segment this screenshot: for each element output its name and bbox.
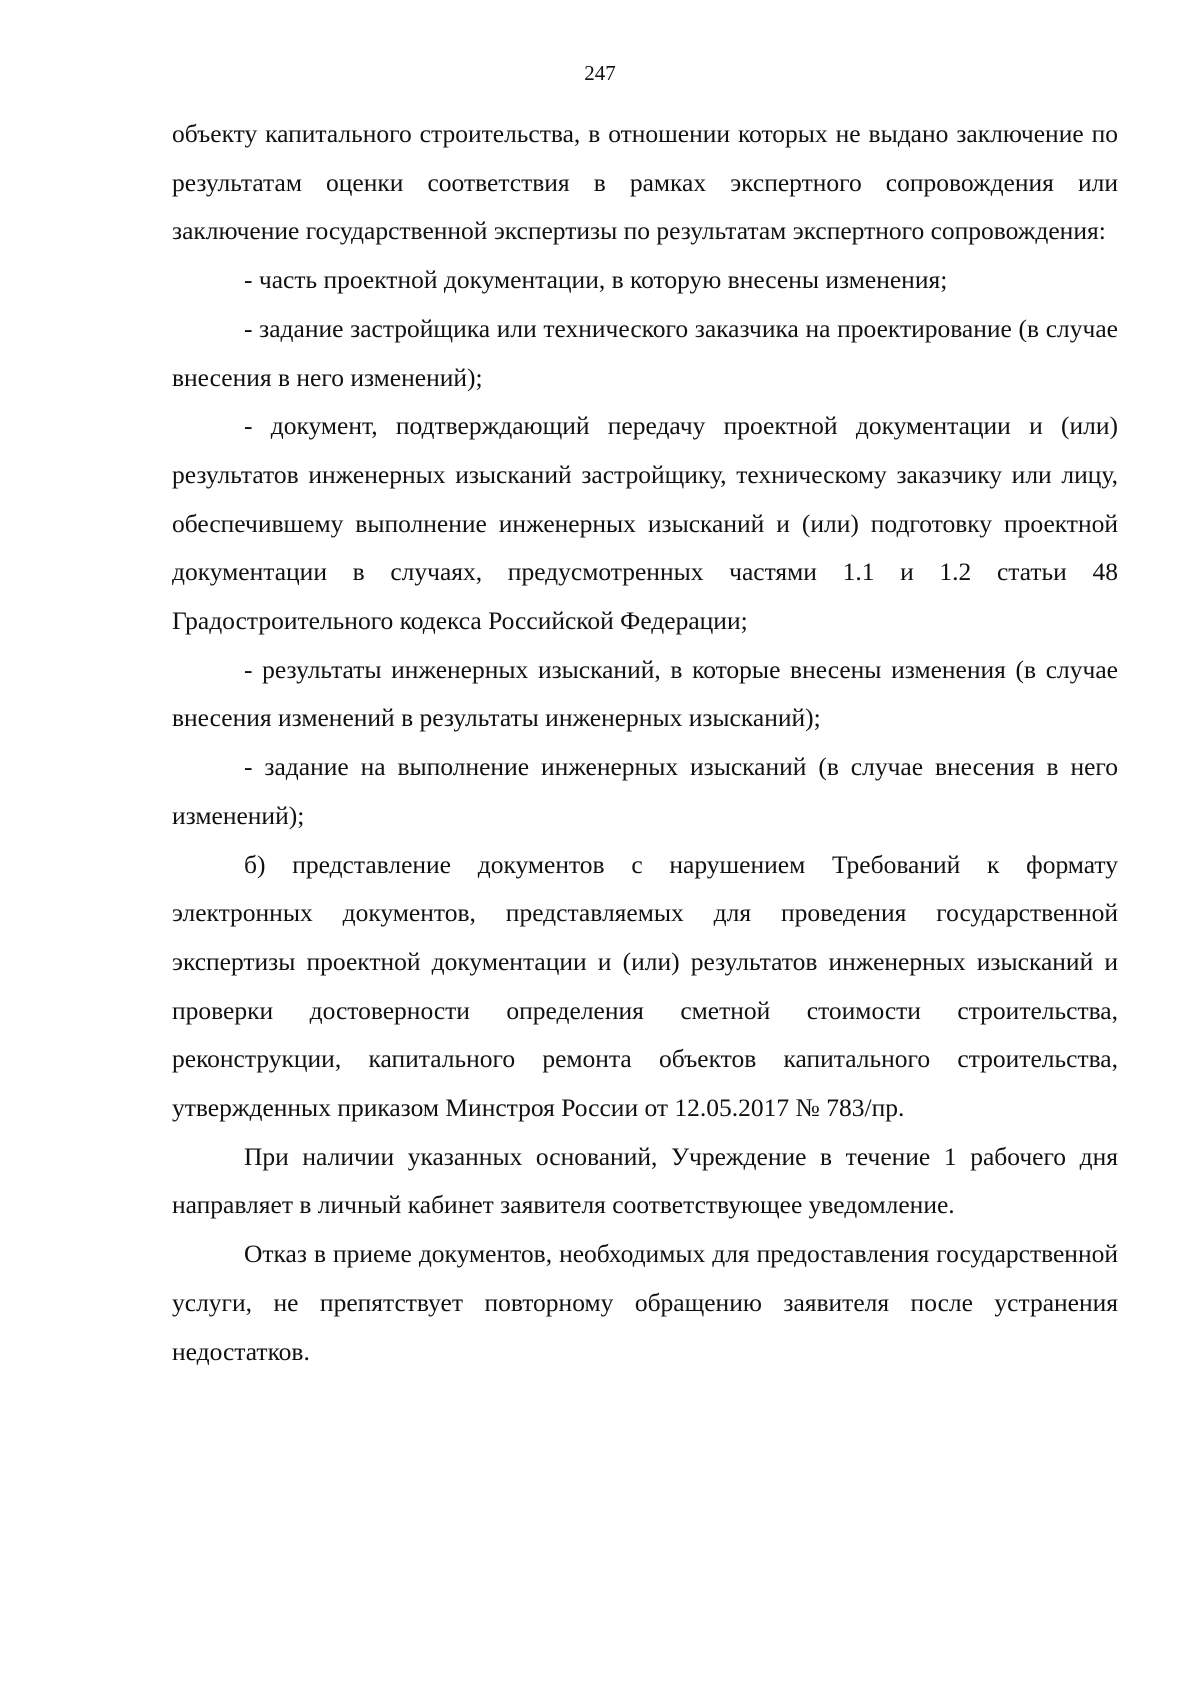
paragraph-list-item-design-assignment: - задание застройщика или технического заказчика на проектирование (в случае внесения в него изменений);: [172, 313, 1118, 392]
paragraph-list-item-survey-results: - результаты инженерных изысканий, в которые внесены изменения (в случае внесения изменений в результаты инженерных изысканий);: [172, 654, 1118, 733]
paragraph-list-item-survey-assignment: - задание на выполнение инженерных изысканий (в случае внесения в него изменений);: [172, 752, 1118, 830]
document-body: [172, 110, 1118, 1376]
paragraph-notification: При наличии указанных оснований, Учреждение в течение 1 рабочего дня направляет в личный кабинет заявителя соответствующее уведомление.: [172, 1141, 1118, 1220]
paragraph-continuation: объекту капитального строительства, в отношении которых не выдано заключение по результатам оценки соответствия в рамках экспертного сопровождения или заключение государственной экспертизы по результатам экспертного сопровождения:: [172, 119, 1118, 246]
paragraph-item-b-format-violation: б) представление документов с нарушением Требований к формату электронных документов, представляемых для проведения государственной экспертизы проектной документации и (или) результатов инженерных изысканий и проверки достоверности определения сметной стоимости строительства, реконструкции, капитального ремонта объектов капитального строительства, утвержденных приказом Минстроя России от 12.05.2017 № 783/пр.: [172, 849, 1118, 1123]
paragraph-list-item-design-docs: - часть проектной документации, в которую внесены изменения;: [244, 265, 948, 295]
page-number: 247: [584, 61, 616, 85]
paragraph-refusal-note: Отказ в приеме документов, необходимых для предоставления государственной услуги, не препятствует повторному обращению заявителя после устранения недостатков.: [172, 1239, 1118, 1366]
paragraph-list-item-transfer-document: - документ, подтверждающий передачу проектной документации и (или) результатов инженерных изысканий застройщику, техническому заказчику или лицу, обеспечившему выполнение инженерных изысканий и (или) подготовку проектной документации в случаях, предусмотренных частями 1.1 и 1.2 статьи 48 Градостроительного кодекса Российской Федерации;: [172, 411, 1118, 636]
